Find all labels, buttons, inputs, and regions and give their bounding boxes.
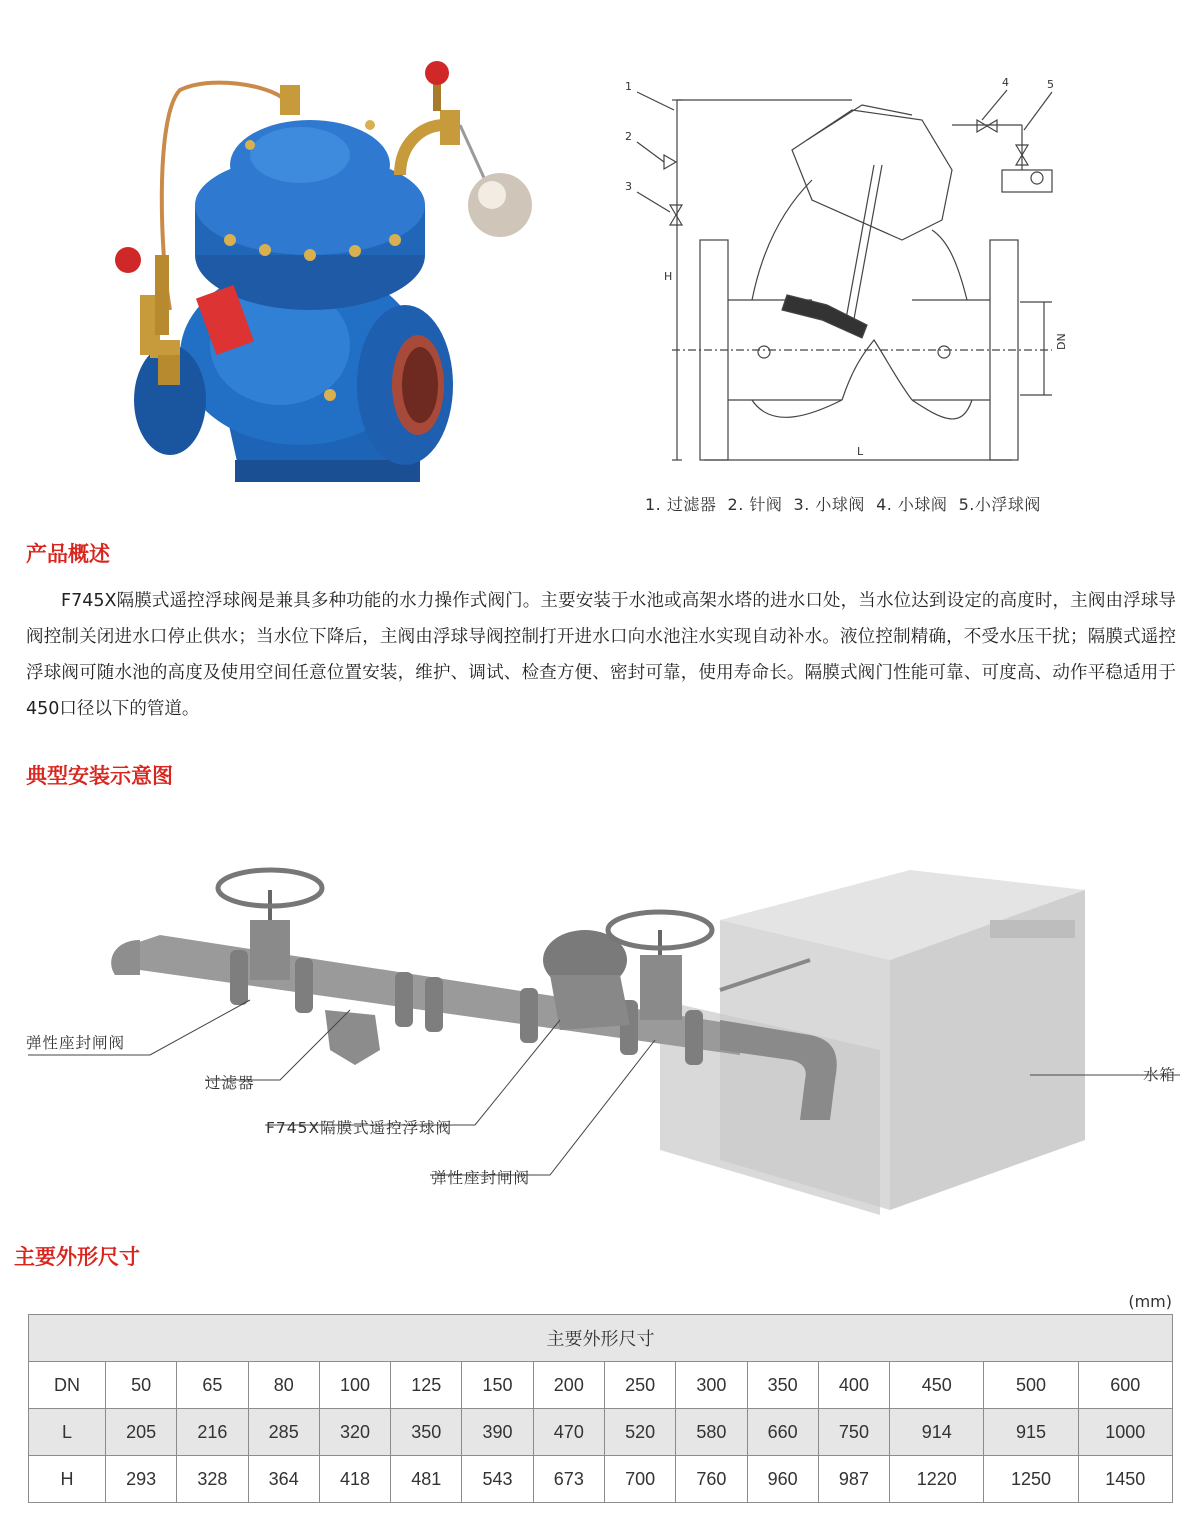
table-cell: 328 xyxy=(177,1456,248,1503)
table-cell: 470 xyxy=(533,1409,604,1456)
label-filter: 过滤器 xyxy=(205,1074,255,1092)
table-cell: 1250 xyxy=(984,1456,1078,1503)
table-cell: 960 xyxy=(747,1456,818,1503)
table-cell: 285 xyxy=(248,1409,319,1456)
table-cell: 760 xyxy=(676,1456,747,1503)
dim-l-label: L xyxy=(857,445,864,458)
callout-1: 1 xyxy=(625,80,632,93)
table-cell: 216 xyxy=(177,1409,248,1456)
callout-5: 5 xyxy=(1047,78,1054,91)
table-cell: 390 xyxy=(462,1409,533,1456)
dim-dn-label: DN xyxy=(1055,333,1068,350)
unit-label: (mm) xyxy=(1128,1292,1172,1311)
label-gate-valve-2: 弹性座封闸阀 xyxy=(431,1169,531,1187)
table-cell: 660 xyxy=(747,1409,818,1456)
table-cell: 543 xyxy=(462,1456,533,1503)
label-main-valve: F745X隔膜式遥控浮球阀 xyxy=(266,1119,453,1137)
dimensions-table xyxy=(28,1314,1173,1503)
table-cell: 50 xyxy=(106,1362,177,1409)
overview-text-block xyxy=(26,583,1176,727)
table-cell: 300 xyxy=(676,1362,747,1409)
row-label: L xyxy=(29,1409,106,1456)
figure-caption: 1. 过滤器 2. 针阀 3. 小球阀 4. 小球阀 5.小浮球阀 xyxy=(645,495,1041,514)
table-cell: 100 xyxy=(319,1362,390,1409)
table-cell: 700 xyxy=(604,1456,675,1503)
table-cell: 580 xyxy=(676,1409,747,1456)
table-cell: 125 xyxy=(391,1362,462,1409)
installation-diagram xyxy=(20,850,1190,1220)
table-cell: 150 xyxy=(462,1362,533,1409)
row-label: H xyxy=(29,1456,106,1503)
label-tank: 水箱 xyxy=(1143,1066,1177,1084)
table-cell: 400 xyxy=(818,1362,889,1409)
table-cell: 750 xyxy=(818,1409,889,1456)
table-cell: 250 xyxy=(604,1362,675,1409)
valve-product-photo xyxy=(100,55,560,500)
table-cell: 200 xyxy=(533,1362,604,1409)
table-cell: 320 xyxy=(319,1409,390,1456)
valve-technical-drawing xyxy=(612,70,1092,480)
table-cell: 987 xyxy=(818,1456,889,1503)
row-label: DN xyxy=(29,1362,106,1409)
label-gate-valve-1: 弹性座封闸阀 xyxy=(26,1034,126,1052)
callout-4: 4 xyxy=(1002,76,1009,89)
table-cell: 673 xyxy=(533,1456,604,1503)
overview-title: 产品概述 xyxy=(26,542,110,566)
table-cell: 1000 xyxy=(1078,1409,1172,1456)
dim-h-label: H xyxy=(664,270,673,283)
table-cell: 481 xyxy=(391,1456,462,1503)
table-cell: 350 xyxy=(391,1409,462,1456)
table-title: 主要外形尺寸 xyxy=(29,1315,1173,1362)
table-cell: 520 xyxy=(604,1409,675,1456)
callout-3: 3 xyxy=(625,180,632,193)
table-cell: 350 xyxy=(747,1362,818,1409)
installation-title: 典型安装示意图 xyxy=(26,764,173,788)
table-cell: 80 xyxy=(248,1362,319,1409)
table-row xyxy=(29,1362,1173,1409)
table-row xyxy=(29,1409,1173,1456)
table-cell: 914 xyxy=(890,1409,984,1456)
table-cell: 65 xyxy=(177,1362,248,1409)
table-row xyxy=(29,1456,1173,1503)
table-cell: 418 xyxy=(319,1456,390,1503)
table-cell: 364 xyxy=(248,1456,319,1503)
table-cell: 450 xyxy=(890,1362,984,1409)
table-cell: 915 xyxy=(984,1409,1078,1456)
table-cell: 500 xyxy=(984,1362,1078,1409)
table-cell: 1450 xyxy=(1078,1456,1172,1503)
callout-2: 2 xyxy=(625,130,632,143)
table-cell: 1220 xyxy=(890,1456,984,1503)
table-cell: 205 xyxy=(106,1409,177,1456)
table-cell: 293 xyxy=(106,1456,177,1503)
table-cell: 600 xyxy=(1078,1362,1172,1409)
overview-text: F745X隔膜式遥控浮球阀是兼具多种功能的水力操作式阀门。主要安装于水池或高架水塔的进水口处，当水位达到设定的高度时，主阀由浮球导阀控制关闭进水口停止供水；当水位下降后，主阀由浮球导阀控制打开进水口向水池注水实现自动补水。液位控制精确，不受水压干扰；隔膜式遥控浮球阀可随水池的高度及使用空间任意位置安装，维护、调试、检查方便、密封可靠，使用寿命长。隔膜式阀门性能可靠、可度高、动作平稳适用于450口径以下的管道。 xyxy=(26,591,1176,719)
dimensions-title: 主要外形尺寸 xyxy=(14,1245,140,1269)
